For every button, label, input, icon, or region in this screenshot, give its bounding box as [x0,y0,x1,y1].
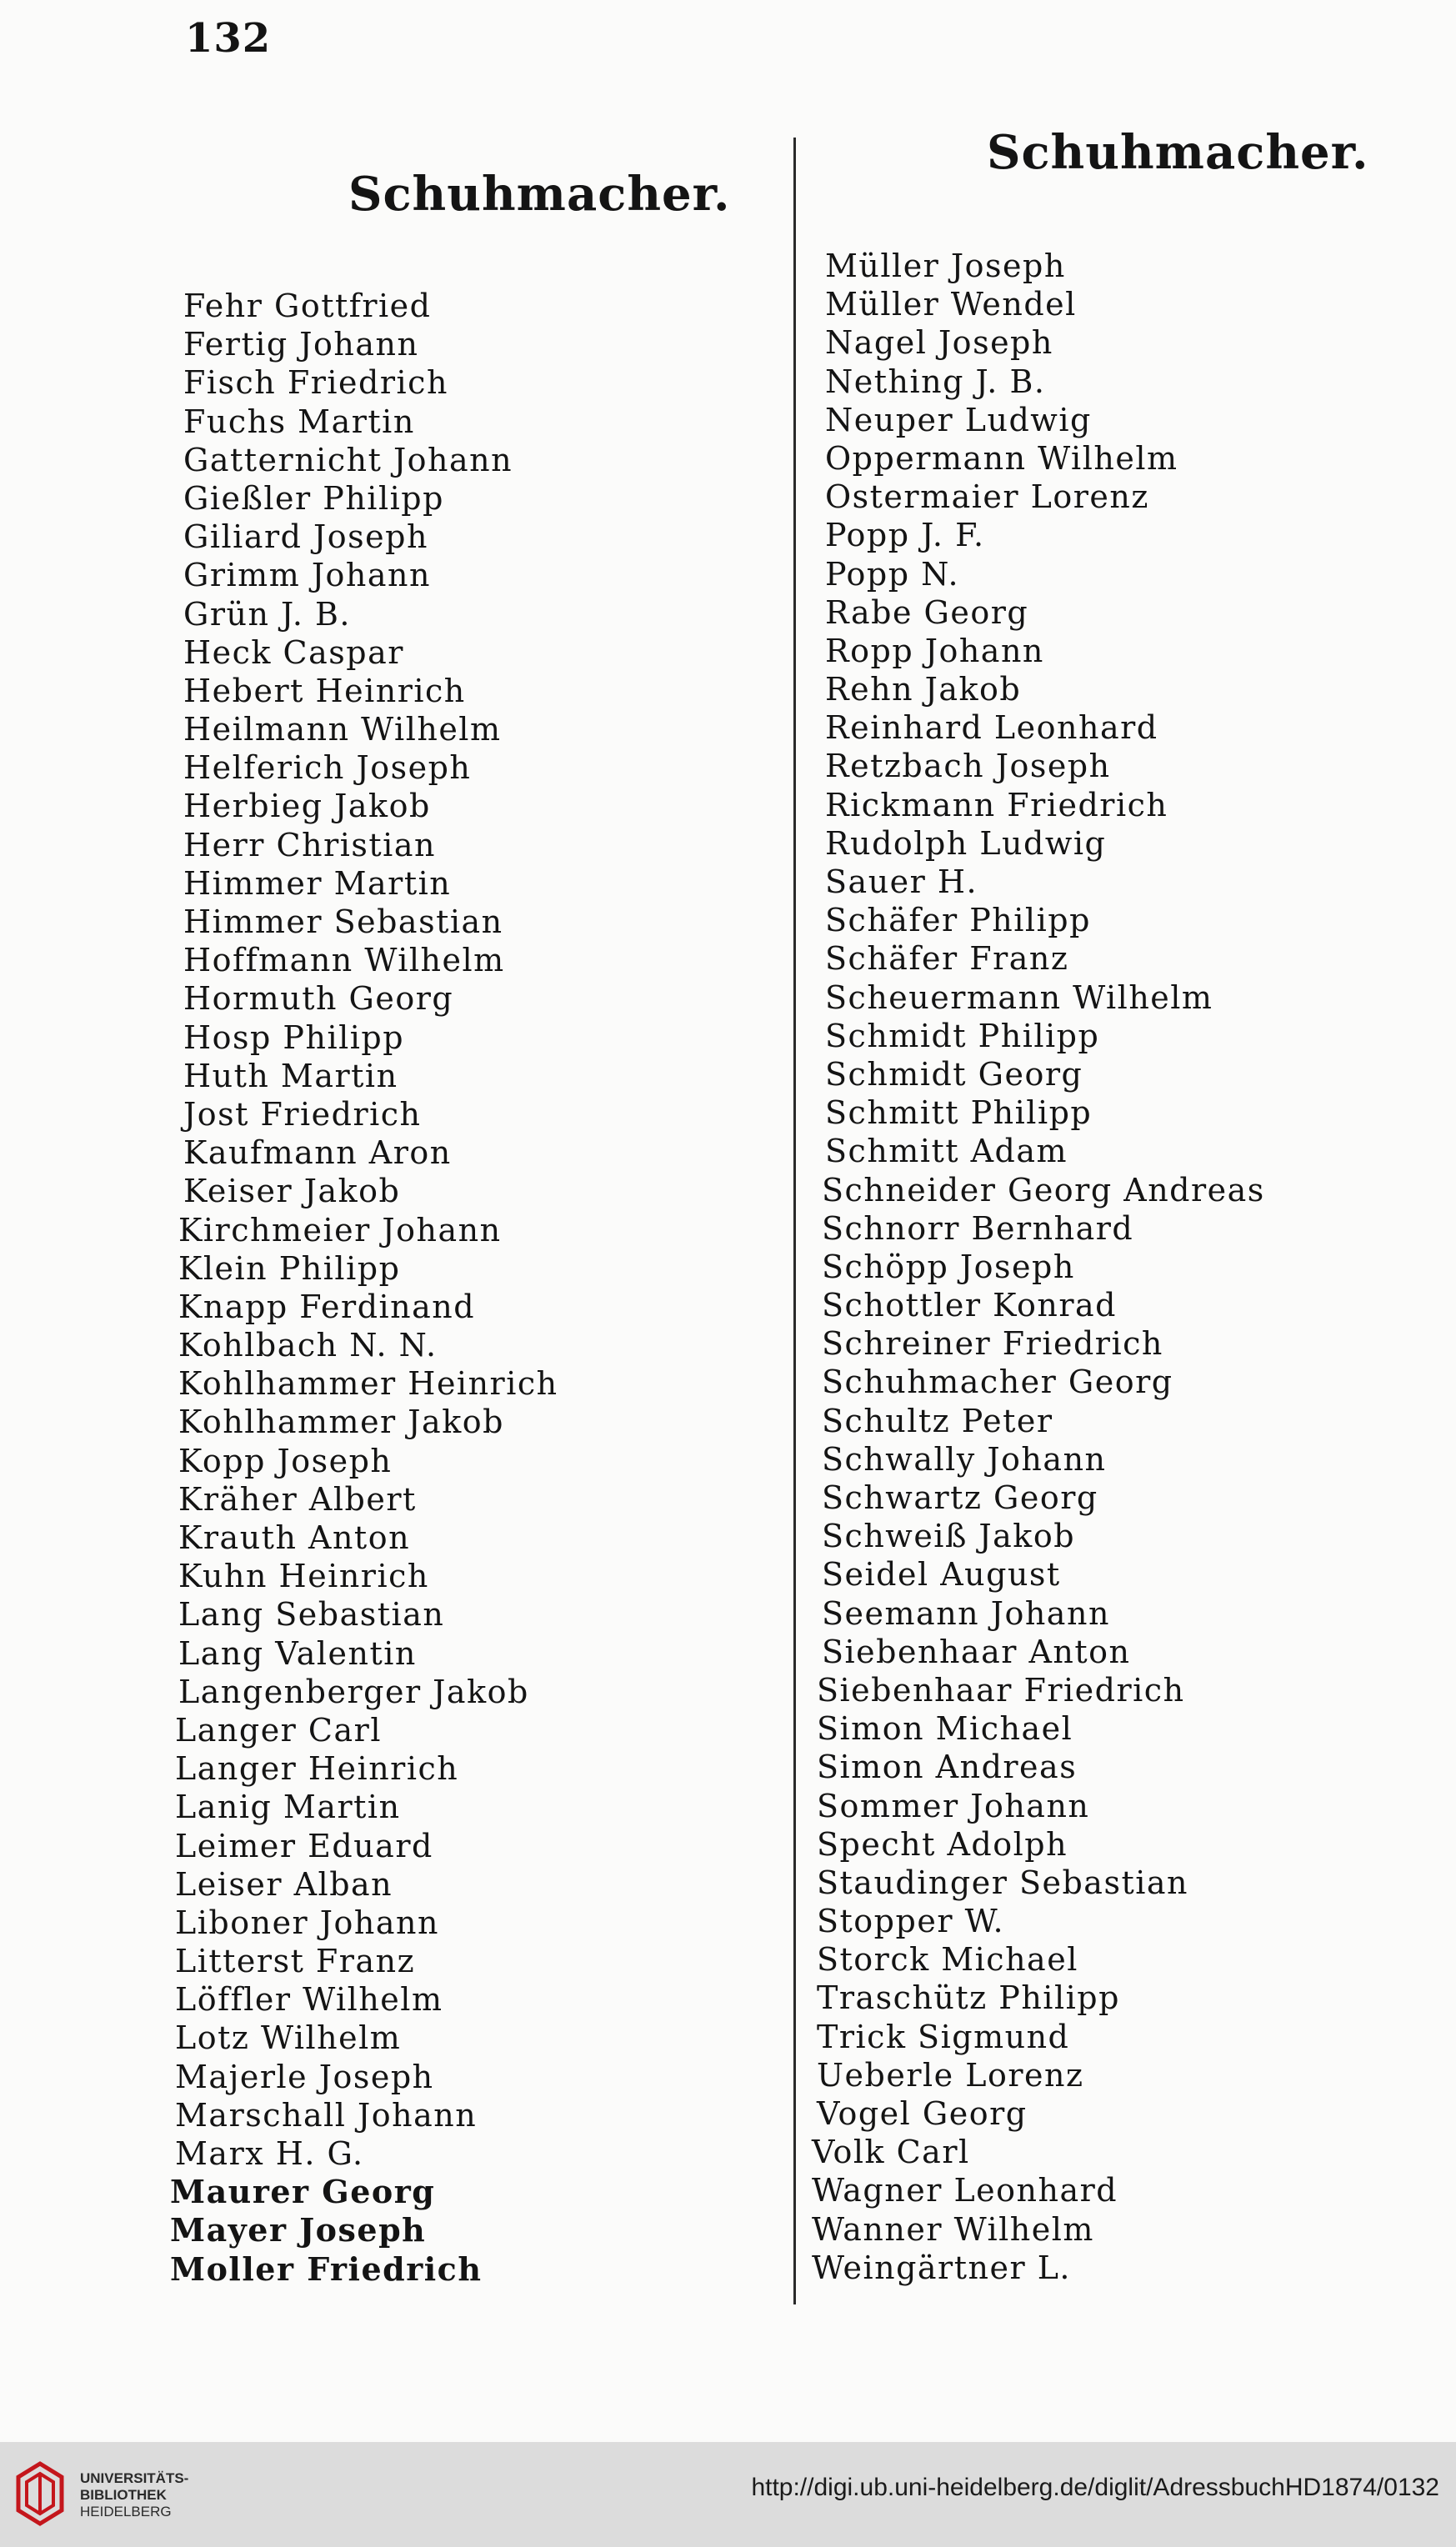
viewer-footer [0,2442,1456,2547]
left-column-entry: Giliard Joseph [183,518,428,556]
right-column-entry: Simon Michael [817,1710,1073,1748]
left-column-entry: Kohlbach N. N. [178,1327,438,1364]
left-column-entry: Heilmann Wilhelm [183,711,502,748]
left-column-entry: Marschall Johann [175,2096,478,2134]
left-column-entry: Majerle Joseph [175,2058,434,2095]
right-column-entry: Sauer H. [825,863,978,900]
right-column-entry: Müller Joseph [825,248,1066,284]
left-column-entry: Lang Sebastian [178,1596,445,1634]
left-column-entry: Kräher Albert [178,1480,417,1518]
logo-line-2: BIBLIOTHEK [80,2487,167,2503]
right-column-entry: Vogel Georg [817,2095,1028,2132]
right-column-entry: Trick Sigmund [817,2018,1070,2055]
right-column-entry: Rabe Georg [825,593,1029,631]
left-column-entry: Lanig Martin [175,1789,401,1826]
right-column-entry: Schmitt Adam [825,1133,1068,1170]
right-column-entry: Schreiner Friedrich [822,1325,1163,1363]
library-logo-text[interactable] [80,2470,188,2520]
left-column-entry: Keiser Jakob [183,1173,401,1210]
right-column-entry: Retzbach Joseph [825,748,1111,785]
right-column-entry: Seemann Johann [822,1594,1110,1632]
right-column-entry: Müller Wendel [825,286,1077,323]
right-column-entry: Schwally Johann [822,1440,1107,1478]
right-column-entry: Schultz Peter [822,1402,1053,1439]
right-column-entry: Simon Andreas [817,1749,1078,1786]
left-column-entry: Huth Martin [183,1057,398,1094]
right-column-entry: Stopper W. [817,1903,1005,1940]
left-column-entry: Kirchmeier Johann [178,1211,502,1248]
right-column-entry: Wagner Leonhard [812,2172,1118,2209]
left-column-entry: Löffler Wilhelm [175,1981,443,2019]
right-column-entry: Siebenhaar Friedrich [817,1671,1185,1709]
right-column-entry: Popp J. F. [825,517,985,554]
left-column-entry: Marx H. G. [175,2135,364,2172]
left-column-entry: Krauth Anton [178,1519,411,1556]
right-column-entry: Schneider Georg Andreas [822,1171,1265,1208]
right-column-entry: Nagel Joseph [825,324,1053,362]
left-column-entry: Helferich Joseph [183,749,472,787]
left-column-entry: Fuchs Martin [183,403,415,440]
left-name-list [170,287,558,2289]
left-column-entry: Kaufmann Aron [183,1134,452,1172]
left-column-entry: Jost Friedrich [183,1095,422,1133]
right-column-entry: Schmidt Philipp [825,1017,1100,1054]
logo-line-3: HEIDELBERG [80,2504,172,2519]
left-column-entry: Grün J. B. [183,595,351,633]
right-column-entry: Nething J. B. [825,363,1046,400]
left-column-entry: Kuhn Heinrich [178,1558,429,1595]
column-divider [793,138,796,2304]
right-column-entry: Ropp Johann [825,632,1044,669]
right-column-entry: Schäfer Franz [825,940,1069,978]
right-column-entry: Schottler Konrad [822,1287,1117,1324]
right-column-entry: Reinhard Leonhard [825,709,1158,747]
right-column-entry: Schwartz Georg [822,1479,1098,1516]
right-column-entry: Schmitt Philipp [825,1094,1093,1132]
left-column-entry: Fertig Johann [183,326,419,363]
right-column-entry: Rudolph Ludwig [825,824,1107,862]
left-column-entry: Grimm Johann [183,557,432,594]
right-column-entry: Schnorr Bernhard [822,1209,1134,1247]
left-column-entry: Knapp Ferdinand [178,1288,476,1325]
left-column-entry: Leiser Alban [175,1865,393,1903]
left-column-entry: Liboner Johann [175,1904,439,1941]
left-column-entry: Hormuth Georg [183,980,454,1018]
left-column-entry: Langenberger Jakob [178,1673,529,1710]
right-column-entry: Popp N. [825,555,960,593]
left-column-entry: Fisch Friedrich [183,364,448,402]
right-column-entry: Oppermann Wilhelm [825,439,1178,477]
right-column-entry: Traschütz Philipp [817,1979,1120,2017]
left-column-entry: Lang Valentin [178,1634,417,1672]
right-column-entry: Ostermaier Lorenz [825,478,1149,516]
logo-line-1: UNIVERSITÄTS- [80,2470,189,2486]
right-column-entry: Staudinger Sebastian [817,1864,1188,1901]
left-column-entry: Kohlhammer Jakob [178,1404,504,1441]
left-column-entry: Hoffmann Wilhelm [183,942,505,979]
left-column-entry: Leimer Eduard [175,1827,433,1864]
right-column-entry: Storck Michael [817,1941,1078,1979]
right-column-entry: Neuper Ludwig [825,401,1092,438]
left-column-entry: Lotz Wilhelm [175,2019,402,2057]
source-url-link[interactable]: http://digi.ub.uni-heidelberg.de/diglit/AdressbuchHD1874/0132 [751,2474,1439,2501]
left-column-entry: Mayer Joseph [170,2211,427,2249]
left-column-entry: Kohlhammer Heinrich [178,1365,558,1403]
left-column-entry: Himmer Martin [183,864,452,902]
library-logo-icon[interactable] [15,2460,65,2527]
left-column-entry: Heck Caspar [183,633,404,671]
left-column-entry: Hosp Philipp [183,1018,405,1056]
right-column-entry: Schäfer Philipp [825,902,1091,939]
right-name-list [812,247,1265,2287]
right-column-entry: Weingärtner L. [812,2249,1072,2286]
left-column-entry: Himmer Sebastian [183,903,503,940]
right-column-entry: Schuhmacher Georg [822,1364,1173,1401]
left-column-entry: Klein Philipp [178,1249,401,1287]
left-column-entry: Litterst Franz [175,1943,416,1980]
right-column-entry: Seidel August [822,1556,1061,1594]
right-column-entry: Siebenhaar Anton [822,1633,1131,1670]
right-column-entry: Schöpp Joseph [822,1248,1075,1285]
right-column-entry: Rickmann Friedrich [825,786,1168,823]
left-column-entry: Langer Carl [175,1711,382,1749]
right-column-entry: Volk Carl [812,2134,970,2171]
right-column-entry: Rehn Jakob [825,671,1022,708]
right-column-entry: Ueberle Lorenz [817,2056,1084,2094]
left-column-entry: Hebert Heinrich [183,672,466,709]
left-column-entry: Kopp Joseph [178,1442,393,1479]
left-column-entry: Gießler Philipp [183,479,444,517]
left-column-heading: Schuhmacher. [348,167,731,222]
left-column-entry: Langer Heinrich [175,1750,459,1788]
right-column-entry: Scheuermann Wilhelm [825,978,1213,1016]
right-column-entry: Sommer Johann [817,1787,1090,1824]
page-number: 132 [185,15,272,62]
right-column-entry: Schweiß Jakob [822,1518,1076,1555]
left-column-entry: Moller Friedrich [170,2249,483,2288]
right-column-entry: Schmidt Georg [825,1055,1083,1093]
left-column-entry: Herr Christian [183,826,436,863]
left-column-entry: Herbieg Jakob [183,788,431,825]
left-column-entry: Maurer Georg [170,2173,436,2211]
left-column-entry: Fehr Gottfried [183,288,432,324]
right-column-heading: Schuhmacher. [987,125,1369,180]
left-column-entry: Gatternicht Johann [183,441,513,478]
right-column-entry: Wanner Wilhelm [812,2210,1094,2248]
right-column-entry: Specht Adolph [817,1825,1068,1863]
